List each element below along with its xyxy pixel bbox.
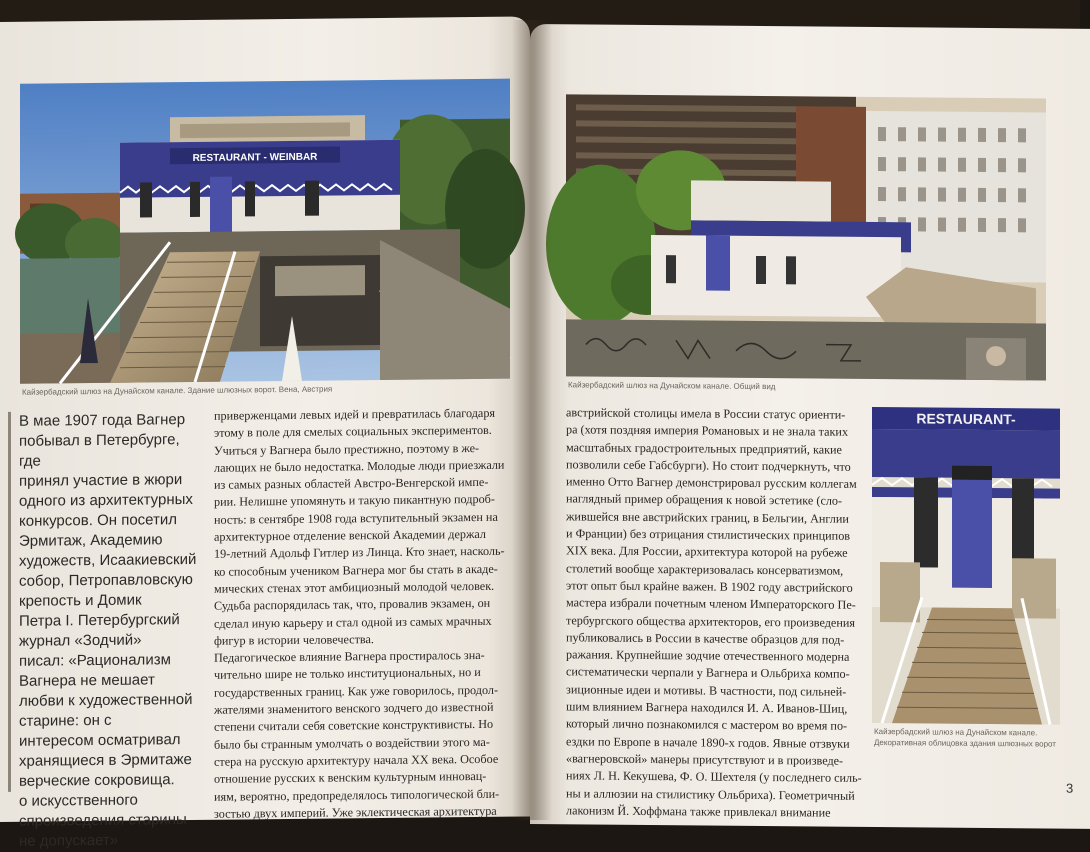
detail-sign-text: RESTAURANT- xyxy=(916,410,1016,428)
restaurant-weinbar-photo xyxy=(20,79,510,384)
right-column-text: австрийской столицы имела в России статус ориенти- ра (хотя поздняя империя Романовых и не знала таких масштабных градостроительных предприятий, какие позволили себе Габсбурги). Но стоит подчеркнуть, что именно Отто Вагнер демонстрировал русским коллегам наглядный пример обращения к новой эстетике (сло- жившейся вне австрийских границ, в Бельгии, Англии и Франции) без отрицания стилистических принципов XIX века. Для России, архитектура которой на рубеже столетий вообще характеризовалась консерватизмом, этот опыт был крайне важен. В 1902 году австрийского мастера избрали почетным членом Императорского Пе- тербургского общества архитекторов, его произведения публиковались в России в качестве образцов для под- ражания. Крупнейшие зодчие отечественного модерна систематически черпали у Вагнера и Ольбриха компо- зиционные идеи и мотивы. В частности, под сильней- шим влиянием Вагнера находился И. А. Иванов-Шиц, который лично познакомился с мастером во время по- ездки по Европе в начале 1890-х годов. Явные отзвуки «вагнеровской» манеры присутствуют и в произведе- ниях Л. Н. Кекушева, Ф. О. Шехтеля (у последнего силь- ны и аллюзии на стилистику Ольбриха). Геометричный лаконизм Й. Хоффмана также привлекал внимание xyxy=(566,405,862,820)
right-page xyxy=(530,24,1090,829)
book-gutter xyxy=(512,20,552,820)
left-page xyxy=(0,16,530,850)
right-photo-caption: Кайзербадский шлюз на Дунайском канале. Общий вид xyxy=(568,380,776,392)
sidebar-text: В мае 1907 года Вагнер побывал в Петербурге, где принял участие в жюри одного из архитектурных конкурсов. Он посетил Эрмитаж, Академию художеств, Исаакиевский собор, Петропавловскую крепость и Домик Петра I. Петербургский журнал «Зодчий» писал: «Рационализм Вагнера не мешает любви к художественной старине: он с интересом осматривал хранящиеся в Эрмитаже верческие сокровища. о искусственного спроизведения старины не допускает» xyxy=(19,411,197,850)
detail-caption-line1: Кайзербадский шлюз на Дунайском канале. xyxy=(874,727,1038,738)
facade-detail-photo xyxy=(872,407,1060,725)
detail-caption-line2: Декоративная облицовка здания шлюзных ворот xyxy=(874,738,1056,749)
left-photo-caption: Кайзербадский шлюз на Дунайском канале. Здание шлюзных ворот. Вена, Австрия xyxy=(22,384,333,397)
sign-text: RESTAURANT - WEINBAR xyxy=(192,151,318,164)
sidebar-quote xyxy=(8,410,197,850)
right-text-column xyxy=(566,404,884,820)
left-text-column xyxy=(214,405,512,821)
page-number: 3 xyxy=(1066,780,1074,796)
lock-overview-photo xyxy=(566,94,1046,380)
left-column-text: приверженцами левых идей и превратилась благодаря этому в поле для смелых социальных экспериментов. Учиться у Вагнера было престижно, поэтому в же- лающих не было недостатка. Молодые люди приезжали из самых разных областей Австро-Венгерской импе- рии. Нелишне упомянуть и такую пикантную подроб- ность: в сентябре 1908 года вступительный экзамен на архитектурное отделение венской Академии держал 19-летний Адольф Гитлер из Линца. Кто знает, насколь- ко способным учеником Вагнера мог бы стать в акаде- мических стенах этот амбициозный молодой человек. Судьба распорядилась так, что, провалив экзамен, он сделал иную карьеру и стал одной из самых мрачных фигур в истории человечества. Педагогическое влияние Вагнера простиралось зна- чительно шире не только институциональных, но и государственных границ. Как уже говорилось, продол- жателями знаменитого венского зодчего до известной степени считали себя советские конструктивисты. Но было бы странным умолчать о воздействии этого ма- стера на русскую архитектуру начала XX века. Особое отношение русских к венским культурным инновац- иям, вероятно, предопределялось типологической бли- зостью двух империй. Уже эклектическая архитектура xyxy=(214,405,505,821)
